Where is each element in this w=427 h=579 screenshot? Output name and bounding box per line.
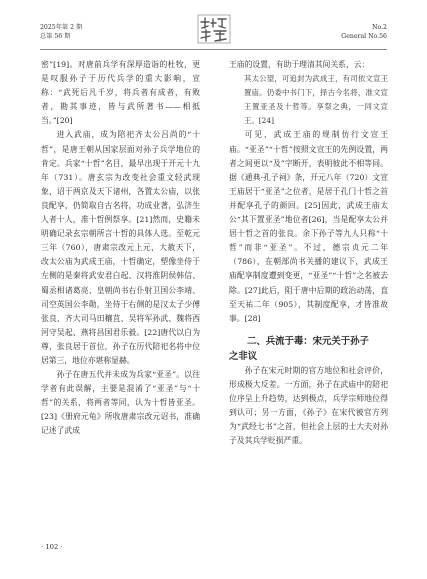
page-number: · 102 · xyxy=(41,543,63,551)
paragraph: 孙子在唐五代并未成为兵家“亚圣”。以往学者有此误解，主要是混淆了“亚圣”与“十哲”的关系，将两者等同，认为十哲皆亚圣。[23]《册府元龟》所收唐肃宗改元诏书，准确记述了武成 xyxy=(41,370,200,436)
issue-total: 总第 56 期 xyxy=(40,32,71,40)
header-divider xyxy=(40,49,387,50)
block-quote xyxy=(229,72,388,128)
paragraph: 进入武庙，成为陪祀齐太公吕尚的“十哲”，是唐王朝从国家层面对孙子兵学地位的肯定。兵家“十哲”名目，最早出现于开元十九年（731）。唐玄宗为改变社会重文轻武现象，诏于两京及天下诸州，各置太公庙，以张良配享，仍简取自古名将，功成业著，弘济生人者十人，准十哲例祭享。[21]然而，史籍未明确记录玄宗朝所言十哲的具体人选。至乾元三年（760），唐肃宗改元上元，大赦天下，改太公庙为武成王庙，十哲确定，塑像坐侍于左侧的是秦将武安君白起、汉将淮阴侯韩信、蜀丞相诸葛亮、皇朝尚书右仆射卫国公李靖、司空英国公李勣，坐侍于右侧的是汉太子少傅张良、齐大司马田穰苴、吴将军孙武、魏将西河守吴起、燕将昌国君乐毅。[22]唐代以白为尊，张良居于首位，孙子在历代陪祀名将中位居第三，地位亦堪称显赫。 xyxy=(41,130,200,365)
section-title-text: 兵流于毒：宋元关于孙子 xyxy=(265,335,369,347)
section-title-line2: 之非议 xyxy=(229,350,258,362)
logo-brush-icon xyxy=(197,14,231,44)
issue-number: 2025年第 2 期 xyxy=(40,24,83,31)
right-column xyxy=(229,58,388,448)
issue-info-english xyxy=(341,24,387,41)
journal-logo xyxy=(197,14,231,44)
paragraph: 王庙的设置，有助于理清其间关系，云： xyxy=(229,60,370,69)
paragraph: 密”[19]。对唐前兵学有深厚造诣的杜牧，更是叹服孙子于历代兵学的重大影响，宣称：“武死后凡千岁，将兵者有成者，有败者，勘其事迹，皆与武所著书——相抵当。”[20] xyxy=(41,60,200,126)
quote-text: 其太公望，可追封为武成王，有司依文宣王置庙。仍委中书门下，择古今名将，准文宣王置亚圣及十哲等。享祭之典，一同文宣王。[24] xyxy=(244,74,388,126)
section-heading xyxy=(229,334,388,364)
issue-total-en: General No.56 xyxy=(341,32,387,40)
section-title-line1 xyxy=(229,334,388,349)
left-column xyxy=(41,58,200,439)
paragraph: 可见，武成王庙的规制仿行文宣王庙。“亚圣”“十哲”按照文宣王的先例设置，两者之间更以“及”字断开，表明彼此不相等同。据《通典·孔子祠》条，开元八年（720）文宣王庙居于“亚圣”之位者，是居于孔门十哲之首并配享孔子的颜回。[25]因此，武成王庙太公“其下置亚圣”地位者[26]，当是配享太公并居十哲之首的张良。余下孙子等九人只称“十哲”而非“亚圣”。不过，德宗贞元二年（786），在朝部尚书关播的建议下，武成王庙配享制度遭到变更，“亚圣”“十哲”之名被去除。[27]此后，阻于唐中后期的政治动荡，直至天祐二年（905），其制度配享，才皆准故事。[28] xyxy=(229,130,388,323)
page-header xyxy=(0,14,427,48)
paragraph: 孙子在宋元时期的官方地位和社会评价，形成极大反差。一方面，孙子在武庙中的陪祀位序呈上升趋势，达到极点，兵学宗师地位得到认可；另一方面，《孙子》在宋代被官方列为“武经七书”之首，但社会上层的士大夫对孙子及其兵学贬损严重。 xyxy=(229,365,388,446)
issue-number-en: No.2 xyxy=(372,24,387,31)
section-number: 二、 xyxy=(247,335,266,347)
issue-info-chinese xyxy=(40,24,82,41)
